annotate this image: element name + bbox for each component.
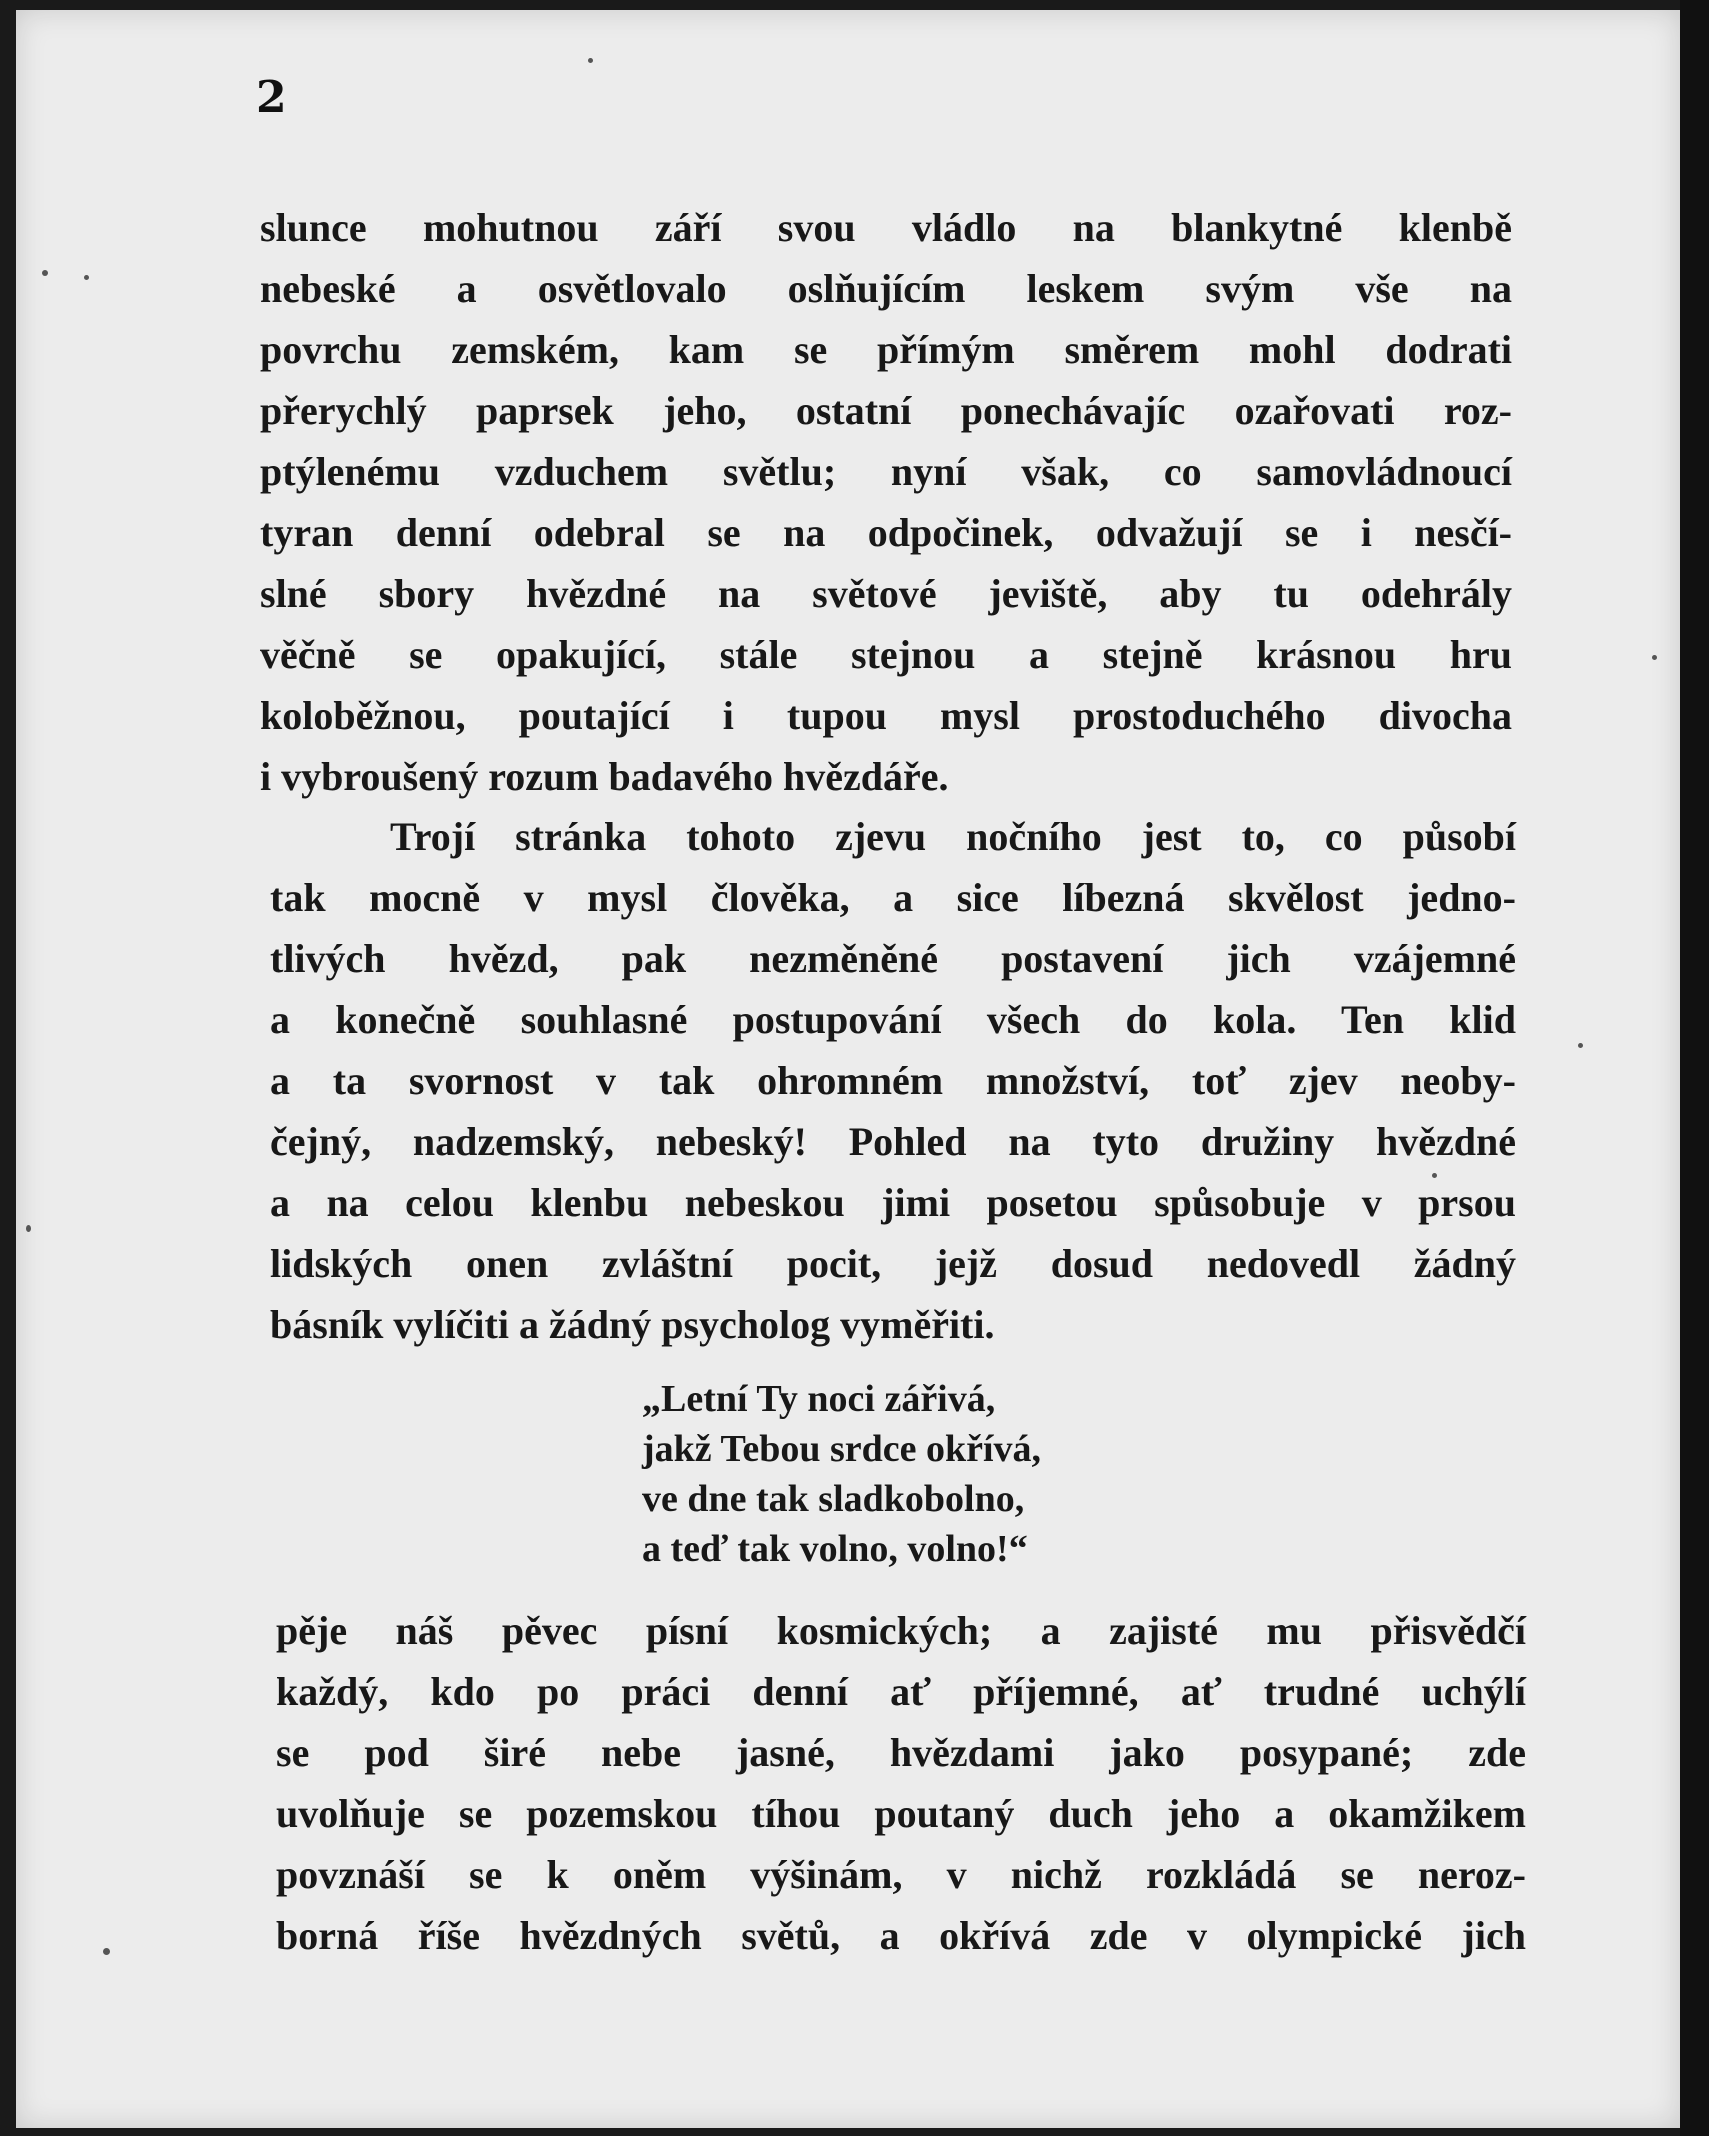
text-line: slné sbory hvězdné na světové jeviště, aby tu odehrály — [260, 571, 1512, 616]
text-line: a na celou klenbu nebeskou jimi posetou spůsobuje v prsou — [270, 1180, 1516, 1225]
text-line: lidských onen zvláštní pocit, jejž dosud nedovedl žádný — [270, 1241, 1516, 1286]
page-number: 2 — [256, 72, 287, 123]
text-line: a konečně souhlasné postupování všech do kola. Ten klid — [270, 997, 1516, 1042]
scan-speck — [26, 1225, 31, 1232]
text-line: nebeské a osvětlovalo oslňujícím leskem svým vše na — [260, 266, 1512, 311]
text-line: koloběžnou, poutající i tupou mysl prostoduchého divocha — [260, 693, 1512, 738]
scan-speck — [103, 1948, 110, 1955]
poem-line: ve dne tak sladkobolno, — [642, 1478, 1025, 1520]
text-line: se pod širé nebe jasné, hvězdami jako posypané; zde — [276, 1730, 1526, 1775]
poem-quote — [642, 1374, 1041, 1574]
text-line: povrchu zemském, kam se přímým směrem mohl dodrati — [260, 327, 1512, 372]
text-line: pěje náš pěvec písní kosmických; a zajisté mu přisvědčí — [276, 1608, 1526, 1653]
scan-speck — [42, 270, 48, 276]
text-line: čejný, nadzemský, nebeský! Pohled na tyto družiny hvězdné — [270, 1119, 1516, 1164]
text-line: borná říše hvězdných světů, a okřívá zde v olympické jich — [276, 1913, 1526, 1958]
text-line: povznáší se k oněm výšinám, v nichž rozkládá se neroz- — [276, 1852, 1526, 1897]
paragraph-2 — [270, 806, 1516, 1355]
scan-border — [1680, 0, 1709, 2136]
paragraph-1 — [260, 197, 1512, 807]
poem-line: „Letní Ty noci zářivá, — [642, 1378, 996, 1420]
text-line: tak mocně v mysl člověka, a sice líbezná skvělost jedno- — [270, 875, 1516, 920]
scan-speck — [1432, 1173, 1437, 1178]
text-line: i vybroušený rozum badavého hvězdáře. — [260, 754, 949, 799]
poem-line: jakž Tebou srdce okřívá, — [642, 1428, 1042, 1470]
text-line: věčně se opakující, stále stejnou a stejně krásnou hru — [260, 632, 1512, 677]
scan-speck — [588, 58, 593, 63]
text-line: a ta svornost v tak ohromném množství, toť zjev neoby- — [270, 1058, 1516, 1103]
scan-speck — [1652, 655, 1657, 660]
text-line: přerychlý paprsek jeho, ostatní ponechávajíc ozařovati roz- — [260, 388, 1512, 433]
poem-line: a teď tak volno, volno!“ — [642, 1528, 1028, 1570]
paragraph-3 — [276, 1600, 1526, 1966]
text-line: básník vylíčiti a žádný psycholog vyměřiti. — [270, 1302, 995, 1347]
text-line: každý, kdo po práci denní ať příjemné, ať trudné uchýlí — [276, 1669, 1526, 1714]
scan-speck — [84, 275, 89, 280]
text-line: Trojí stránka tohoto zjevu nočního jest to, co působí — [390, 814, 1516, 859]
text-line: slunce mohutnou září svou vládlo na blankytné klenbě — [260, 205, 1512, 250]
text-line: uvolňuje se pozemskou tíhou poutaný duch jeho a okamžikem — [276, 1791, 1526, 1836]
text-line: tyran denní odebral se na odpočinek, odvažují se i nesčí- — [260, 510, 1512, 555]
scan-speck — [1578, 1043, 1583, 1048]
text-line: tlivých hvězd, pak nezměněné postavení jich vzájemné — [270, 936, 1516, 981]
text-line: ptýlenému vzduchem světlu; nyní však, co samovládnoucí — [260, 449, 1512, 494]
